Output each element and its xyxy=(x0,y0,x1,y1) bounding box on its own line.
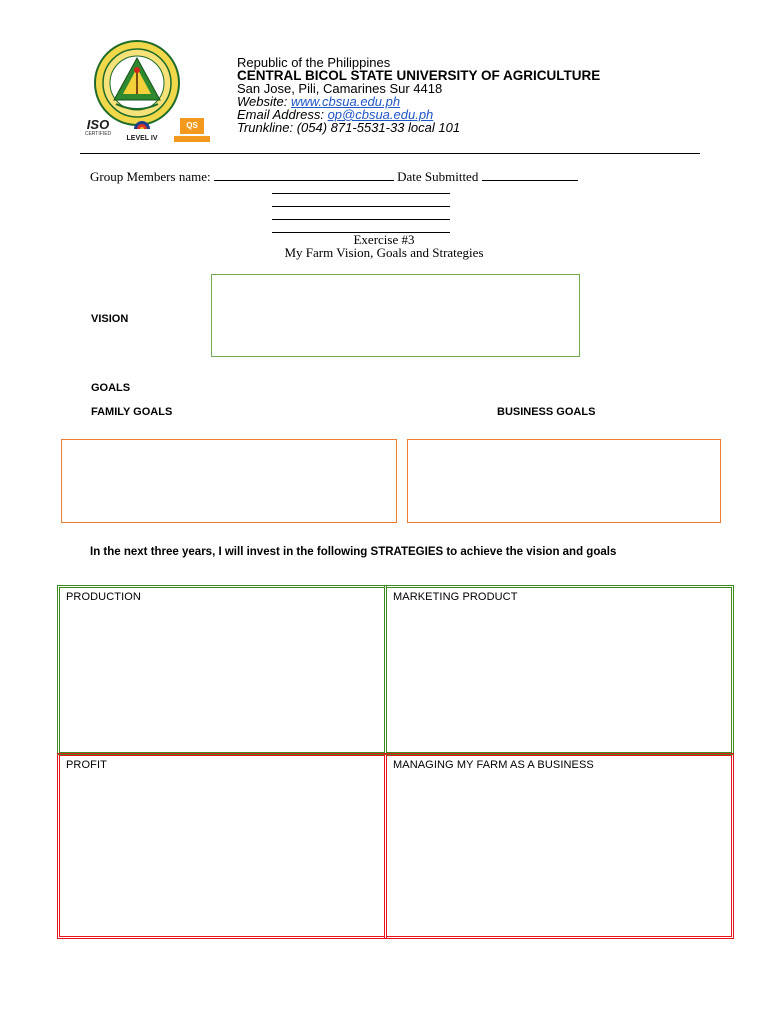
vision-box[interactable] xyxy=(211,274,580,357)
university-seal-logo xyxy=(94,40,180,126)
header-divider xyxy=(80,153,700,154)
family-goals-label: FAMILY GOALS xyxy=(91,406,173,418)
family-goals-box[interactable] xyxy=(61,439,397,523)
profit-label: PROFIT xyxy=(66,759,107,771)
letterhead-text xyxy=(237,56,600,134)
group-members-row xyxy=(90,168,578,185)
group-member-field[interactable] xyxy=(272,193,450,194)
marketing-product-label: MARKETING PRODUCT xyxy=(393,591,518,603)
level-iv-logo: LEVEL IV xyxy=(122,116,162,143)
business-goals-box[interactable] xyxy=(407,439,721,523)
university-name: CENTRAL BICOL STATE UNIVERSITY OF AGRICULTURE xyxy=(237,68,601,83)
group-member-field[interactable] xyxy=(214,168,394,181)
marketing-product-cell[interactable] xyxy=(384,585,734,755)
date-submitted-field[interactable] xyxy=(482,168,578,181)
website-link[interactable]: www.cbsua.edu.ph xyxy=(290,94,401,109)
production-cell[interactable] xyxy=(57,585,387,755)
email-link[interactable]: op@cbsua.edu.ph xyxy=(327,107,434,122)
website-line: Website: www.cbsua.edu.ph xyxy=(237,94,401,109)
production-label: PRODUCTION xyxy=(66,591,141,603)
profit-cell[interactable] xyxy=(57,753,387,939)
goals-label: GOALS xyxy=(91,382,131,394)
trunkline-line: Trunkline: (054) 871-5531-33 local 101 xyxy=(237,120,461,135)
managing-farm-label: MANAGING MY FARM AS A BUSINESS xyxy=(393,759,594,771)
exercise-title: Exercise #3 xyxy=(353,232,415,247)
email-line: Email Address: op@cbsua.edu.ph xyxy=(237,107,434,122)
strategies-instruction: In the next three years, I will invest in the following STRATEGIES to achieve the vision and goals xyxy=(90,546,617,558)
date-submitted-label: Date Submitted xyxy=(393,169,482,184)
republic-line: Republic of the Philippines xyxy=(237,55,391,70)
vision-label: VISION xyxy=(91,313,129,325)
address-line: San Jose, Pili, Camarines Sur 4418 xyxy=(237,81,443,96)
qs-stars-logo: QS xyxy=(174,118,214,142)
iso-certified-logo: ISO CERTIFIED xyxy=(84,117,112,137)
level-iv-emblem-icon xyxy=(132,116,152,130)
accreditation-logos xyxy=(80,116,220,148)
group-member-field[interactable] xyxy=(272,206,450,207)
group-members-label: Group Members name: xyxy=(90,169,214,184)
group-member-field[interactable] xyxy=(272,219,450,220)
managing-farm-cell[interactable] xyxy=(384,753,734,939)
business-goals-label: BUSINESS GOALS xyxy=(497,406,596,418)
exercise-subtitle: My Farm Vision, Goals and Strategies xyxy=(284,245,484,260)
